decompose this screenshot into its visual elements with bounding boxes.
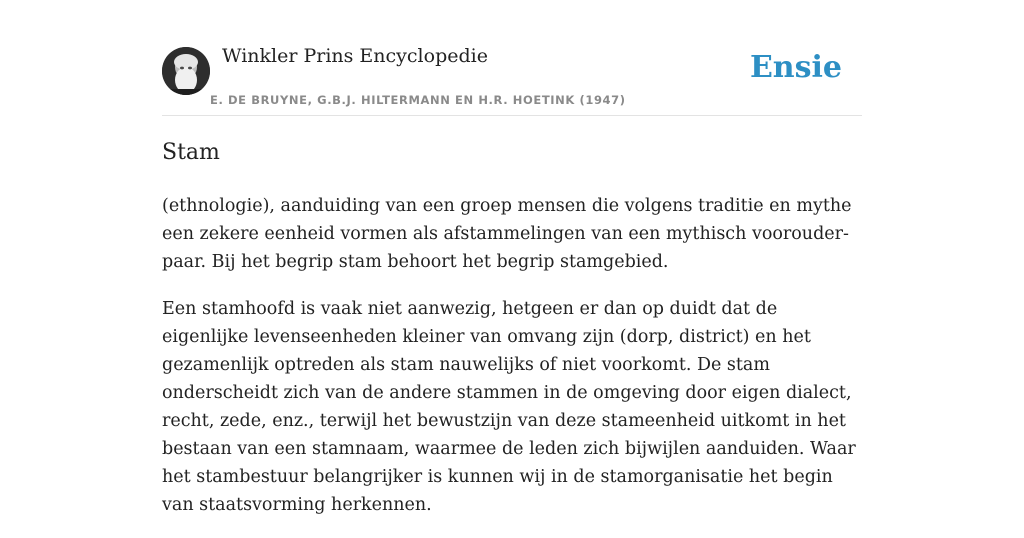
- entry-body: [162, 192, 862, 538]
- publication-title[interactable]: Winkler Prins Encyclopedie: [222, 45, 488, 67]
- author-avatar[interactable]: [162, 47, 210, 95]
- entry-paragraph: (ethnologie), aanduiding van een groep mensen die volgens traditie en mythe een zekere eenheid vormen als afstammelingen van een mythisch voorouder-paar. Bij het begrip stam behoort het begrip stamgebied.: [162, 196, 852, 272]
- ensie-logo[interactable]: Ensie: [749, 50, 842, 85]
- entry-title: Stam: [162, 140, 220, 165]
- bearded-man-portrait-icon: [162, 47, 210, 95]
- publication-authors: E. DE BRUYNE, G.B.J. HILTERMANN EN H.R. HOETINK (1947): [210, 93, 626, 107]
- entry-paragraph: Een stamhoofd is vaak niet aanwezig, hetgeen er dan op duidt dat de eigenlijke levenseenheden kleiner van omvang zijn (dorp, district) en het gezamenlijk optreden als stam nauwelijks of niet voorkomt. De stam onderscheidt zich van de andere stammen in de omgeving door eigen dialect, recht, zede, enz., terwijl het bewustzijn van deze stameenheid uitkomt in het bestaan van een stamnaam, waarmee de leden zich bijwijlen aanduiden. Waar het stambestuur belangrijker is kunnen wij in de stamorganisatie het begin van staatsvorming herkennen.: [162, 299, 856, 515]
- site-header: [162, 0, 862, 116]
